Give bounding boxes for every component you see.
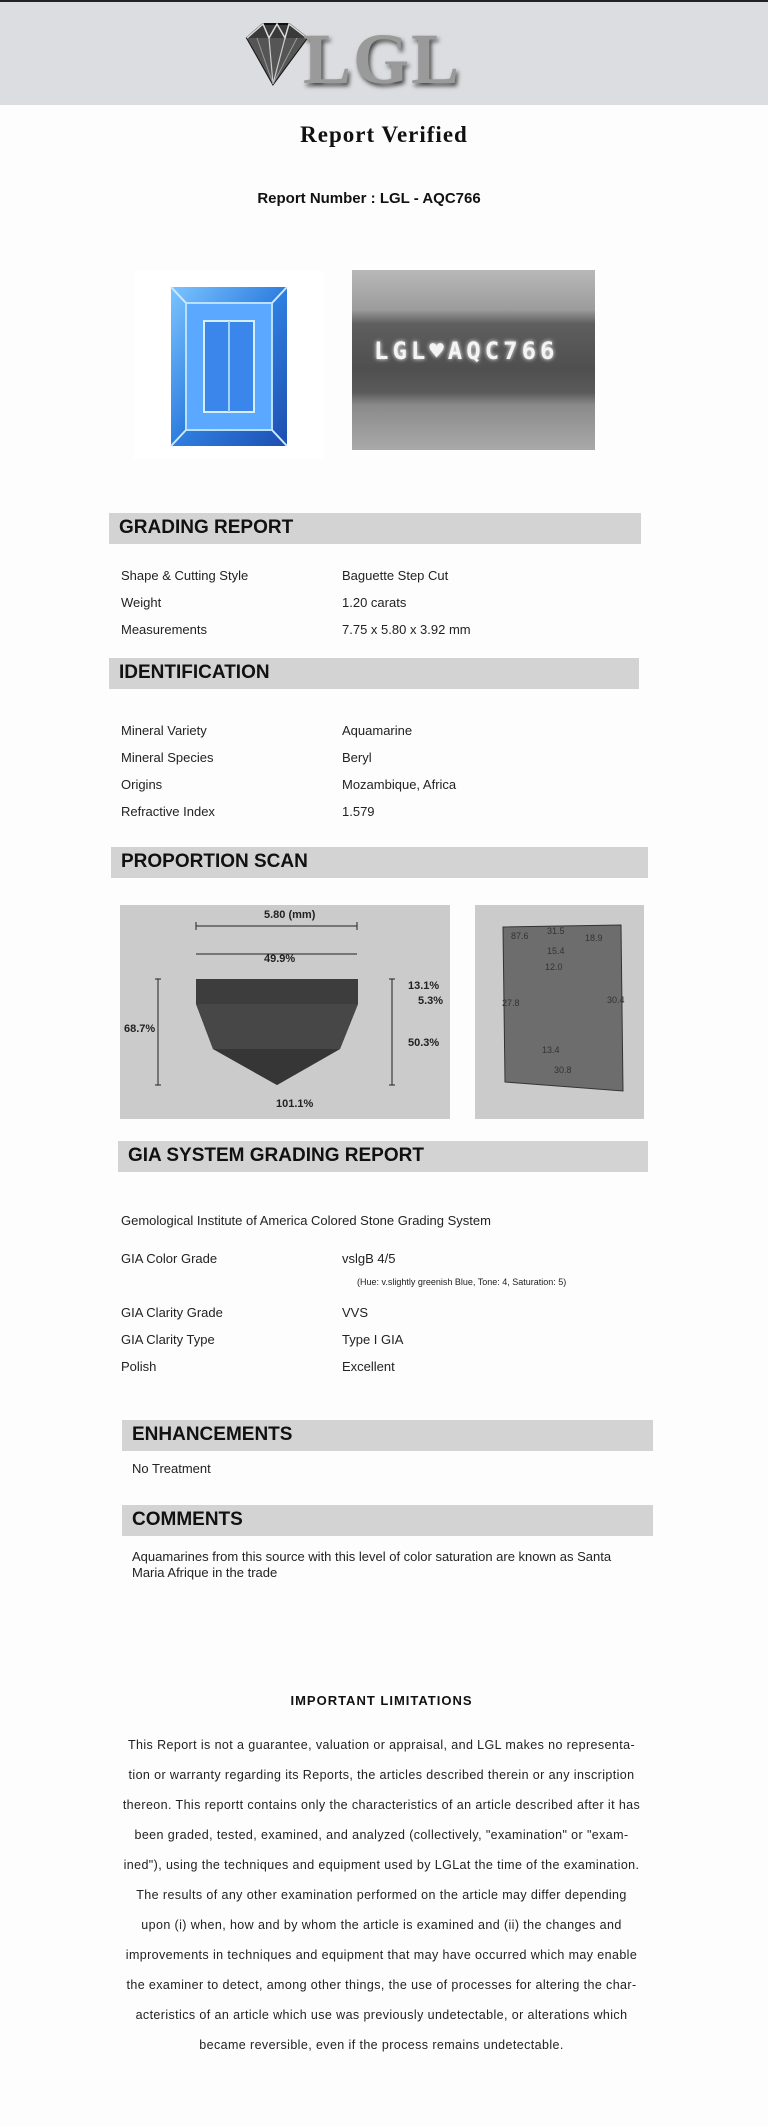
top-value: 15.4 bbox=[547, 946, 565, 956]
limitations-heading: IMPORTANT LIMITATIONS bbox=[290, 1693, 473, 1708]
gia-title: GIA SYSTEM GRADING REPORT bbox=[128, 1145, 424, 1166]
enhancements-title: ENHANCEMENTS bbox=[132, 1424, 293, 1445]
grading-label: Weight bbox=[121, 595, 162, 610]
limitations-line: the examiner to detect, among other things, the use of processes for altering the char- bbox=[126, 1978, 637, 1992]
gia-label: GIA Color Grade bbox=[121, 1251, 218, 1266]
enhancements-heading bbox=[122, 1420, 653, 1451]
side-profile-panel bbox=[120, 905, 450, 1119]
identification-label: Mineral Species bbox=[121, 750, 214, 765]
gia-value: vslgB 4/5 bbox=[342, 1251, 396, 1266]
limitations-line: This Report is not a guarantee, valuation or appraisal, and LGL makes no representa- bbox=[127, 1738, 636, 1752]
gia-color-note: (Hue: v.slightly greenish Blue, Tone: 4, Saturation: 5) bbox=[357, 1277, 567, 1287]
limitations-line: upon (i) when, how and by whom the article is examined and (ii) the changes and bbox=[141, 1918, 622, 1932]
identification-value: Mozambique, Africa bbox=[342, 777, 457, 792]
top-value: 87.6 bbox=[511, 931, 529, 941]
top-value: 12.0 bbox=[545, 962, 563, 972]
gia-label: GIA Clarity Type bbox=[121, 1332, 215, 1347]
proportion-scan-title: PROPORTION SCAN bbox=[121, 851, 308, 872]
identification-label: Refractive Index bbox=[121, 804, 215, 819]
identification-label: Mineral Variety bbox=[121, 723, 207, 738]
limitations-line: been graded, tested, examined, and analyzed (collectively, "examination" or "exam- bbox=[134, 1828, 629, 1842]
header-banner bbox=[0, 0, 768, 105]
top-value: 30.4 bbox=[607, 995, 625, 1005]
comments-line: Maria Afrique in the trade bbox=[132, 1565, 278, 1580]
top-value: 27.8 bbox=[502, 998, 520, 1008]
limitations-line: The results of any other examination performed on the article may differ depending bbox=[136, 1888, 627, 1902]
identification-value: Aquamarine bbox=[342, 723, 413, 738]
inscription-text: LGL♥AQC766 bbox=[374, 337, 559, 365]
crown-percent-label: 13.1% bbox=[408, 980, 440, 992]
gia-value: VVS bbox=[342, 1305, 369, 1320]
grading-label: Measurements bbox=[121, 622, 207, 637]
comments-heading bbox=[122, 1505, 653, 1536]
limitations-line: acteristics of an article which use was previously undetectable, or alterations which bbox=[135, 2008, 628, 2022]
gia-intro: Gemological Institute of America Colored Stone Grading System bbox=[121, 1213, 491, 1228]
top-value: 30.8 bbox=[554, 1065, 572, 1075]
grading-value: Baguette Step Cut bbox=[342, 568, 449, 583]
identification-label: Origins bbox=[121, 777, 163, 792]
limitations-line: improvements in techniques and equipment that may have occurred which may enable bbox=[125, 1948, 638, 1962]
inscription-photo bbox=[352, 270, 595, 450]
comments-line: Aquamarines from this source with this level of color saturation are known as Santa bbox=[132, 1549, 612, 1564]
gemstone-photo bbox=[134, 271, 324, 459]
page-title: Report Verified bbox=[300, 122, 468, 147]
identification-value: 1.579 bbox=[342, 804, 375, 819]
grading-value: 7.75 x 5.80 x 3.92 mm bbox=[342, 622, 471, 637]
gia-heading bbox=[118, 1141, 648, 1172]
top-value: 18.9 bbox=[585, 933, 603, 943]
top-value: 13.4 bbox=[542, 1045, 560, 1055]
width-label: 5.80 (mm) bbox=[264, 909, 316, 921]
gia-label: Polish bbox=[121, 1359, 157, 1374]
diamond-icon bbox=[233, 20, 313, 90]
comments-title: COMMENTS bbox=[132, 1509, 243, 1530]
identification-heading bbox=[109, 658, 639, 689]
limitations-line: became reversible, even if the process remains undetectable. bbox=[199, 2038, 564, 2052]
identification-value: Beryl bbox=[342, 750, 372, 765]
enhancements-text: No Treatment bbox=[132, 1461, 211, 1476]
grading-report-title: GRADING REPORT bbox=[119, 517, 294, 538]
logo-text: LGL bbox=[303, 19, 462, 99]
grading-value: 1.20 carats bbox=[342, 595, 407, 610]
gia-value: Excellent bbox=[342, 1359, 395, 1374]
depth-percent-label: 68.7% bbox=[124, 1023, 156, 1035]
gia-value: Type I GIA bbox=[342, 1332, 404, 1347]
lgl-logo bbox=[233, 16, 493, 99]
grading-label: Shape & Cutting Style bbox=[121, 568, 249, 583]
girdle-percent-label: 5.3% bbox=[418, 995, 444, 1007]
table-percent-label: 49.9% bbox=[264, 953, 296, 965]
pavilion-percent-label: 50.3% bbox=[408, 1037, 440, 1049]
grading-report-heading bbox=[109, 513, 641, 544]
gia-label: GIA Clarity Grade bbox=[121, 1305, 223, 1320]
limitations-line: thereon. This reportt contains only the characteristics of an article described after it has bbox=[122, 1798, 641, 1812]
top-value: 31.5 bbox=[547, 926, 565, 936]
limitations-line: tion or warranty regarding its Reports, the articles described therein or any inscription bbox=[128, 1768, 635, 1782]
proportion-scan-heading bbox=[111, 847, 648, 878]
limitations-line: ined"), using the techniques and equipment used by LGLat the time of the examination. bbox=[123, 1858, 640, 1872]
top-view-panel bbox=[475, 905, 644, 1119]
culet-percent-label: 101.1% bbox=[276, 1098, 314, 1110]
identification-title: IDENTIFICATION bbox=[119, 662, 270, 683]
report-number: Report Number : LGL - AQC766 bbox=[257, 190, 481, 207]
